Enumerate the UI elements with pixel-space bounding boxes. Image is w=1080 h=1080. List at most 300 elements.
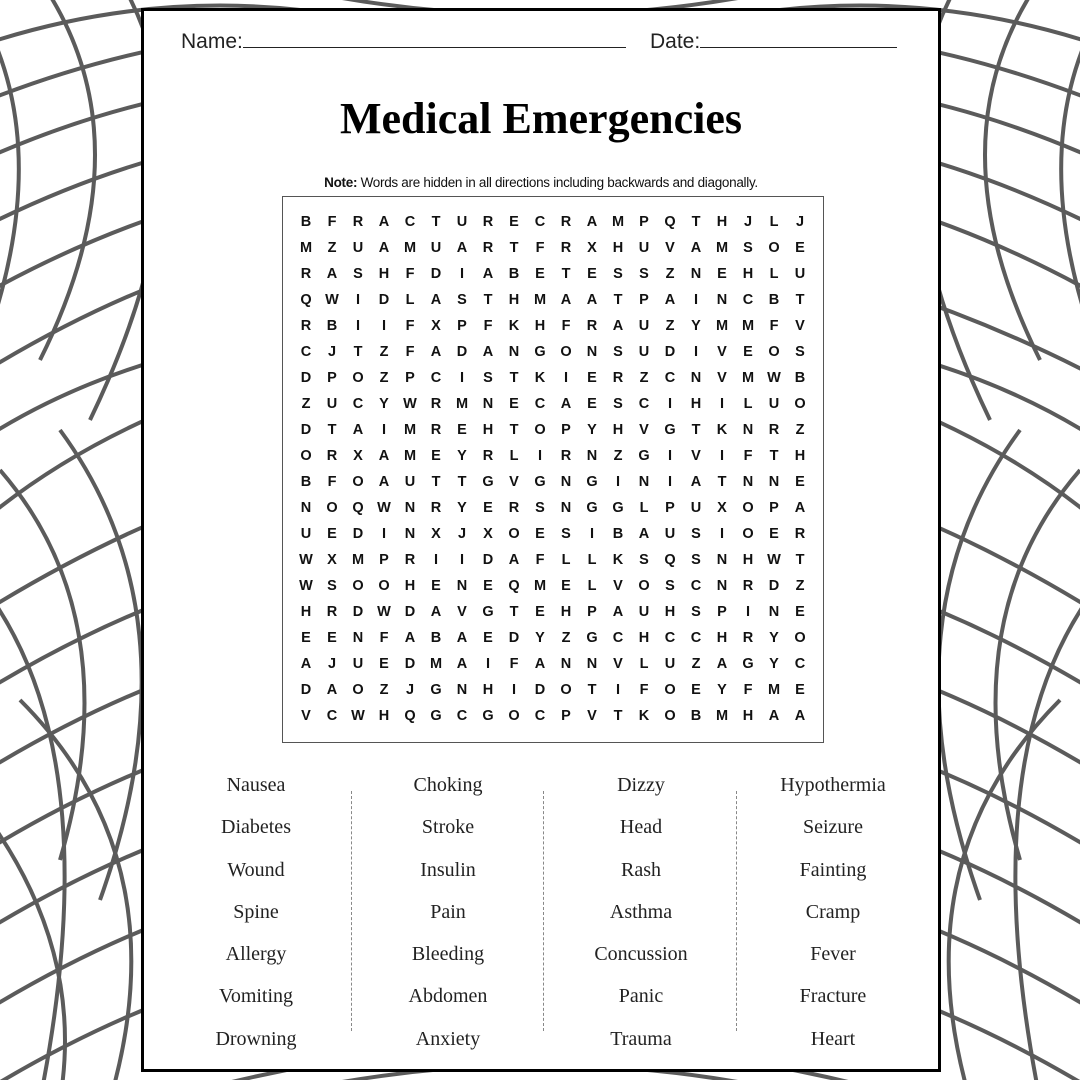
- grid-cell[interactable]: A: [612, 318, 624, 334]
- grid-cell[interactable]: A: [586, 214, 598, 230]
- grid-cell[interactable]: I: [459, 552, 465, 568]
- grid-cell[interactable]: S: [327, 578, 337, 594]
- grid-cell[interactable]: M: [715, 318, 729, 334]
- grid-cell[interactable]: P: [639, 292, 649, 308]
- grid-cell[interactable]: Z: [561, 630, 571, 646]
- grid-cell[interactable]: N: [352, 630, 364, 646]
- grid-cell[interactable]: A: [352, 422, 364, 438]
- grid-cell[interactable]: O: [300, 448, 312, 464]
- grid-cell[interactable]: O: [664, 682, 676, 698]
- grid-cell[interactable]: W: [299, 552, 313, 568]
- grid-cell[interactable]: H: [482, 682, 494, 698]
- grid-cell[interactable]: P: [587, 604, 597, 620]
- grid-cell[interactable]: N: [586, 344, 598, 360]
- grid-cell[interactable]: O: [794, 396, 806, 412]
- grid-cell[interactable]: F: [535, 240, 545, 256]
- grid-cell[interactable]: C: [534, 708, 546, 724]
- grid-cell[interactable]: R: [560, 240, 572, 256]
- grid-cell[interactable]: Y: [457, 500, 467, 516]
- grid-cell[interactable]: E: [483, 630, 493, 646]
- grid-cell[interactable]: C: [326, 708, 338, 724]
- grid-cell[interactable]: O: [352, 370, 364, 386]
- grid-cell[interactable]: K: [612, 552, 624, 568]
- grid-cell[interactable]: N: [638, 474, 650, 490]
- grid-cell[interactable]: M: [715, 708, 729, 724]
- grid-cell[interactable]: D: [300, 682, 312, 698]
- grid-cell[interactable]: I: [381, 422, 387, 438]
- grid-cell[interactable]: G: [586, 500, 598, 516]
- grid-cell[interactable]: D: [664, 344, 676, 360]
- grid-cell[interactable]: V: [665, 240, 675, 256]
- grid-cell[interactable]: F: [769, 318, 779, 334]
- grid-cell[interactable]: X: [717, 500, 727, 516]
- grid-cell[interactable]: R: [300, 266, 312, 282]
- grid-cell[interactable]: P: [769, 500, 779, 516]
- grid-cell[interactable]: C: [404, 214, 416, 230]
- grid-cell[interactable]: H: [612, 422, 624, 438]
- grid-cell[interactable]: I: [355, 292, 361, 308]
- grid-cell[interactable]: A: [430, 344, 442, 360]
- grid-cell[interactable]: W: [767, 370, 781, 386]
- grid-cell[interactable]: E: [327, 526, 337, 542]
- grid-cell[interactable]: T: [691, 214, 701, 230]
- grid-cell[interactable]: I: [433, 552, 439, 568]
- grid-cell[interactable]: F: [639, 682, 649, 698]
- grid-cell[interactable]: S: [535, 500, 545, 516]
- grid-cell[interactable]: O: [560, 344, 572, 360]
- grid-cell[interactable]: H: [404, 578, 416, 594]
- grid-cell[interactable]: I: [667, 474, 673, 490]
- grid-cell[interactable]: B: [612, 526, 624, 542]
- grid-cell[interactable]: I: [719, 526, 725, 542]
- grid-cell[interactable]: K: [508, 318, 520, 334]
- grid-cell[interactable]: U: [690, 500, 702, 516]
- grid-cell[interactable]: Y: [535, 630, 545, 646]
- grid-cell[interactable]: I: [719, 448, 725, 464]
- grid-cell[interactable]: P: [717, 604, 727, 620]
- grid-cell[interactable]: R: [742, 578, 754, 594]
- grid-cell[interactable]: A: [456, 656, 468, 672]
- grid-cell[interactable]: V: [717, 370, 727, 386]
- grid-cell[interactable]: A: [456, 240, 468, 256]
- grid-cell[interactable]: F: [405, 266, 415, 282]
- grid-cell[interactable]: B: [430, 630, 442, 646]
- grid-cell[interactable]: F: [561, 318, 571, 334]
- grid-cell[interactable]: H: [378, 708, 390, 724]
- grid-cell[interactable]: A: [430, 292, 442, 308]
- grid-cell[interactable]: O: [534, 422, 546, 438]
- grid-cell[interactable]: D: [430, 266, 442, 282]
- grid-cell[interactable]: G: [742, 656, 754, 672]
- grid-cell[interactable]: G: [482, 474, 494, 490]
- grid-cell[interactable]: G: [638, 448, 650, 464]
- grid-cell[interactable]: M: [351, 552, 365, 568]
- grid-cell[interactable]: C: [612, 630, 624, 646]
- grid-cell[interactable]: V: [717, 344, 727, 360]
- grid-cell[interactable]: A: [690, 474, 702, 490]
- grid-cell[interactable]: R: [430, 500, 442, 516]
- grid-cell[interactable]: N: [690, 370, 702, 386]
- grid-cell[interactable]: O: [378, 578, 390, 594]
- grid-cell[interactable]: Z: [665, 318, 675, 334]
- grid-cell[interactable]: L: [743, 396, 753, 412]
- grid-cell[interactable]: A: [716, 656, 728, 672]
- date-field[interactable]: [650, 29, 897, 54]
- grid-cell[interactable]: O: [326, 500, 338, 516]
- grid-cell[interactable]: W: [351, 708, 365, 724]
- grid-cell[interactable]: R: [300, 318, 312, 334]
- grid-cell[interactable]: A: [586, 292, 598, 308]
- grid-cell[interactable]: C: [690, 630, 702, 646]
- grid-cell[interactable]: X: [483, 526, 493, 542]
- grid-cell[interactable]: Y: [457, 448, 467, 464]
- grid-cell[interactable]: Q: [300, 292, 312, 308]
- grid-cell[interactable]: H: [742, 708, 754, 724]
- grid-cell[interactable]: P: [561, 708, 571, 724]
- grid-cell[interactable]: Z: [795, 578, 805, 594]
- grid-cell[interactable]: I: [537, 448, 543, 464]
- grid-cell[interactable]: Z: [665, 266, 675, 282]
- grid-cell[interactable]: U: [430, 240, 442, 256]
- grid-cell[interactable]: U: [638, 318, 650, 334]
- grid-cell[interactable]: R: [352, 214, 364, 230]
- grid-cell[interactable]: O: [664, 708, 676, 724]
- grid-cell[interactable]: R: [482, 214, 494, 230]
- grid-cell[interactable]: T: [457, 474, 467, 490]
- grid-cell[interactable]: G: [664, 422, 676, 438]
- grid-cell[interactable]: E: [561, 578, 571, 594]
- grid-cell[interactable]: B: [326, 318, 338, 334]
- grid-cell[interactable]: C: [534, 214, 546, 230]
- grid-cell[interactable]: M: [741, 370, 755, 386]
- grid-cell[interactable]: T: [509, 240, 519, 256]
- grid-cell[interactable]: R: [404, 552, 416, 568]
- grid-cell[interactable]: H: [638, 630, 650, 646]
- grid-cell[interactable]: M: [741, 318, 755, 334]
- grid-cell[interactable]: S: [639, 552, 649, 568]
- grid-cell[interactable]: A: [378, 448, 390, 464]
- grid-cell[interactable]: I: [563, 370, 569, 386]
- grid-cell[interactable]: J: [743, 214, 753, 230]
- grid-cell[interactable]: F: [379, 630, 389, 646]
- grid-cell[interactable]: I: [381, 526, 387, 542]
- grid-cell[interactable]: L: [561, 552, 571, 568]
- grid-cell[interactable]: D: [300, 370, 312, 386]
- grid-cell[interactable]: V: [613, 578, 623, 594]
- grid-cell[interactable]: M: [533, 292, 547, 308]
- grid-cell[interactable]: N: [456, 578, 468, 594]
- grid-cell[interactable]: A: [664, 292, 676, 308]
- grid-cell[interactable]: N: [716, 578, 728, 594]
- grid-cell[interactable]: N: [456, 682, 468, 698]
- grid-cell[interactable]: O: [560, 682, 572, 698]
- grid-cell[interactable]: W: [299, 578, 313, 594]
- grid-cell[interactable]: S: [613, 266, 623, 282]
- grid-cell[interactable]: I: [485, 656, 491, 672]
- grid-cell[interactable]: F: [405, 344, 415, 360]
- grid-cell[interactable]: Q: [352, 500, 364, 516]
- grid-cell[interactable]: H: [742, 552, 754, 568]
- grid-cell[interactable]: M: [455, 396, 469, 412]
- grid-cell[interactable]: U: [638, 344, 650, 360]
- grid-cell[interactable]: N: [716, 552, 728, 568]
- grid-cell[interactable]: T: [483, 292, 493, 308]
- grid-cell[interactable]: O: [742, 526, 754, 542]
- grid-cell[interactable]: U: [404, 474, 416, 490]
- grid-cell[interactable]: M: [403, 422, 417, 438]
- grid-cell[interactable]: I: [355, 318, 361, 334]
- grid-cell[interactable]: V: [509, 474, 519, 490]
- grid-cell[interactable]: T: [691, 422, 701, 438]
- grid-cell[interactable]: F: [327, 214, 337, 230]
- grid-cell[interactable]: Y: [717, 682, 727, 698]
- grid-cell[interactable]: V: [457, 604, 467, 620]
- grid-cell[interactable]: S: [613, 396, 623, 412]
- grid-cell[interactable]: A: [768, 708, 780, 724]
- grid-cell[interactable]: U: [664, 656, 676, 672]
- grid-cell[interactable]: I: [667, 396, 673, 412]
- grid-cell[interactable]: X: [431, 318, 441, 334]
- grid-cell[interactable]: H: [378, 266, 390, 282]
- grid-cell[interactable]: T: [561, 266, 571, 282]
- grid-cell[interactable]: R: [586, 318, 598, 334]
- grid-cell[interactable]: V: [639, 422, 649, 438]
- grid-cell[interactable]: K: [638, 708, 650, 724]
- grid-cell[interactable]: L: [769, 266, 779, 282]
- grid-cell[interactable]: E: [587, 266, 597, 282]
- grid-cell[interactable]: D: [404, 604, 416, 620]
- grid-cell[interactable]: G: [586, 630, 598, 646]
- grid-cell[interactable]: S: [353, 266, 363, 282]
- grid-cell[interactable]: S: [691, 526, 701, 542]
- grid-cell[interactable]: Y: [379, 396, 389, 412]
- grid-cell[interactable]: I: [615, 682, 621, 698]
- grid-cell[interactable]: M: [715, 240, 729, 256]
- grid-cell[interactable]: U: [300, 526, 312, 542]
- grid-cell[interactable]: A: [560, 292, 572, 308]
- grid-cell[interactable]: L: [639, 656, 649, 672]
- grid-cell[interactable]: C: [352, 396, 364, 412]
- grid-cell[interactable]: A: [690, 240, 702, 256]
- grid-cell[interactable]: E: [535, 266, 545, 282]
- grid-cell[interactable]: H: [612, 240, 624, 256]
- grid-cell[interactable]: H: [716, 214, 728, 230]
- grid-cell[interactable]: X: [327, 552, 337, 568]
- grid-cell[interactable]: S: [561, 526, 571, 542]
- grid-cell[interactable]: E: [483, 578, 493, 594]
- grid-cell[interactable]: H: [560, 604, 572, 620]
- grid-cell[interactable]: T: [509, 370, 519, 386]
- grid-cell[interactable]: D: [378, 292, 390, 308]
- grid-cell[interactable]: H: [664, 604, 676, 620]
- grid-cell[interactable]: E: [535, 526, 545, 542]
- grid-cell[interactable]: E: [795, 604, 805, 620]
- grid-cell[interactable]: E: [483, 500, 493, 516]
- grid-cell[interactable]: E: [431, 578, 441, 594]
- name-field[interactable]: [181, 29, 626, 54]
- grid-cell[interactable]: N: [560, 474, 572, 490]
- grid-cell[interactable]: T: [613, 292, 623, 308]
- grid-cell[interactable]: E: [769, 526, 779, 542]
- grid-cell[interactable]: E: [431, 448, 441, 464]
- grid-cell[interactable]: S: [639, 266, 649, 282]
- grid-cell[interactable]: N: [768, 604, 780, 620]
- grid-cell[interactable]: X: [587, 240, 597, 256]
- grid-cell[interactable]: D: [352, 604, 364, 620]
- grid-cell[interactable]: N: [690, 266, 702, 282]
- grid-cell[interactable]: X: [353, 448, 363, 464]
- grid-cell[interactable]: C: [638, 396, 650, 412]
- grid-cell[interactable]: W: [767, 552, 781, 568]
- grid-cell[interactable]: F: [405, 318, 415, 334]
- grid-cell[interactable]: A: [378, 474, 390, 490]
- grid-cell[interactable]: I: [459, 370, 465, 386]
- grid-cell[interactable]: D: [404, 656, 416, 672]
- grid-cell[interactable]: U: [456, 214, 468, 230]
- grid-cell[interactable]: O: [768, 344, 780, 360]
- grid-cell[interactable]: A: [326, 682, 338, 698]
- grid-cell[interactable]: M: [403, 448, 417, 464]
- grid-cell[interactable]: U: [638, 240, 650, 256]
- grid-cell[interactable]: I: [511, 682, 517, 698]
- grid-cell[interactable]: H: [508, 292, 520, 308]
- grid-cell[interactable]: P: [405, 370, 415, 386]
- grid-cell[interactable]: S: [691, 604, 701, 620]
- grid-cell[interactable]: D: [482, 552, 494, 568]
- grid-cell[interactable]: S: [795, 344, 805, 360]
- grid-cell[interactable]: J: [795, 214, 805, 230]
- grid-cell[interactable]: M: [429, 656, 443, 672]
- grid-cell[interactable]: T: [769, 448, 779, 464]
- grid-cell[interactable]: Z: [379, 344, 389, 360]
- grid-cell[interactable]: H: [534, 318, 546, 334]
- grid-cell[interactable]: Y: [691, 318, 701, 334]
- grid-cell[interactable]: B: [794, 370, 806, 386]
- grid-cell[interactable]: S: [613, 344, 623, 360]
- grid-cell[interactable]: Q: [664, 214, 676, 230]
- grid-cell[interactable]: T: [613, 708, 623, 724]
- grid-cell[interactable]: U: [768, 396, 780, 412]
- grid-cell[interactable]: M: [533, 578, 547, 594]
- grid-cell[interactable]: O: [638, 578, 650, 594]
- grid-cell[interactable]: A: [638, 526, 650, 542]
- grid-cell[interactable]: U: [638, 604, 650, 620]
- grid-cell[interactable]: E: [691, 682, 701, 698]
- grid-cell[interactable]: O: [352, 474, 364, 490]
- grid-cell[interactable]: O: [794, 630, 806, 646]
- grid-cell[interactable]: B: [508, 266, 520, 282]
- grid-cell[interactable]: R: [612, 370, 624, 386]
- grid-cell[interactable]: A: [482, 344, 494, 360]
- grid-cell[interactable]: P: [561, 422, 571, 438]
- grid-cell[interactable]: T: [509, 604, 519, 620]
- grid-cell[interactable]: H: [690, 396, 702, 412]
- grid-cell[interactable]: A: [482, 266, 494, 282]
- grid-cell[interactable]: R: [794, 526, 806, 542]
- grid-cell[interactable]: Y: [769, 630, 779, 646]
- grid-cell[interactable]: R: [768, 422, 780, 438]
- grid-cell[interactable]: M: [299, 240, 313, 256]
- grid-cell[interactable]: J: [327, 656, 337, 672]
- grid-cell[interactable]: Z: [691, 656, 701, 672]
- grid-cell[interactable]: N: [586, 448, 598, 464]
- grid-cell[interactable]: I: [459, 266, 465, 282]
- grid-cell[interactable]: V: [301, 708, 311, 724]
- grid-cell[interactable]: W: [377, 500, 391, 516]
- name-blank-line[interactable]: [243, 29, 626, 48]
- grid-cell[interactable]: G: [534, 344, 546, 360]
- grid-cell[interactable]: O: [742, 500, 754, 516]
- grid-cell[interactable]: C: [300, 344, 312, 360]
- grid-cell[interactable]: J: [327, 344, 337, 360]
- grid-cell[interactable]: R: [742, 630, 754, 646]
- grid-cell[interactable]: T: [353, 344, 363, 360]
- grid-cell[interactable]: R: [430, 396, 442, 412]
- grid-cell[interactable]: N: [586, 656, 598, 672]
- word-search-grid[interactable]: [293, 209, 813, 729]
- grid-cell[interactable]: Y: [769, 656, 779, 672]
- grid-cell[interactable]: I: [693, 292, 699, 308]
- grid-cell[interactable]: E: [301, 630, 311, 646]
- grid-cell[interactable]: C: [794, 656, 806, 672]
- grid-cell[interactable]: N: [404, 500, 416, 516]
- grid-cell[interactable]: E: [509, 214, 519, 230]
- grid-cell[interactable]: I: [719, 396, 725, 412]
- grid-cell[interactable]: R: [326, 604, 338, 620]
- grid-cell[interactable]: C: [664, 630, 676, 646]
- grid-cell[interactable]: U: [352, 656, 364, 672]
- grid-cell[interactable]: Q: [664, 552, 676, 568]
- grid-cell[interactable]: A: [794, 500, 806, 516]
- grid-cell[interactable]: R: [326, 448, 338, 464]
- grid-cell[interactable]: P: [327, 370, 337, 386]
- grid-cell[interactable]: X: [431, 526, 441, 542]
- grid-cell[interactable]: M: [611, 214, 625, 230]
- grid-cell[interactable]: A: [456, 630, 468, 646]
- grid-cell[interactable]: S: [457, 292, 467, 308]
- grid-cell[interactable]: E: [587, 370, 597, 386]
- grid-cell[interactable]: R: [508, 500, 520, 516]
- grid-cell[interactable]: A: [378, 214, 390, 230]
- grid-cell[interactable]: C: [690, 578, 702, 594]
- grid-cell[interactable]: Q: [404, 708, 416, 724]
- grid-cell[interactable]: I: [667, 448, 673, 464]
- grid-cell[interactable]: Z: [301, 396, 311, 412]
- grid-cell[interactable]: T: [431, 474, 441, 490]
- grid-cell[interactable]: A: [560, 396, 572, 412]
- grid-cell[interactable]: N: [560, 500, 572, 516]
- grid-cell[interactable]: P: [639, 214, 649, 230]
- grid-cell[interactable]: S: [691, 552, 701, 568]
- grid-cell[interactable]: T: [509, 422, 519, 438]
- grid-cell[interactable]: E: [535, 604, 545, 620]
- grid-cell[interactable]: G: [586, 474, 598, 490]
- grid-cell[interactable]: E: [457, 422, 467, 438]
- grid-cell[interactable]: C: [430, 370, 442, 386]
- grid-cell[interactable]: J: [405, 682, 415, 698]
- grid-cell[interactable]: B: [690, 708, 702, 724]
- grid-cell[interactable]: N: [560, 656, 572, 672]
- grid-cell[interactable]: J: [457, 526, 467, 542]
- grid-cell[interactable]: G: [430, 682, 442, 698]
- grid-cell[interactable]: E: [717, 266, 727, 282]
- grid-cell[interactable]: V: [613, 656, 623, 672]
- grid-cell[interactable]: I: [589, 526, 595, 542]
- grid-cell[interactable]: G: [534, 474, 546, 490]
- grid-cell[interactable]: R: [430, 422, 442, 438]
- grid-cell[interactable]: P: [665, 500, 675, 516]
- grid-cell[interactable]: A: [534, 656, 546, 672]
